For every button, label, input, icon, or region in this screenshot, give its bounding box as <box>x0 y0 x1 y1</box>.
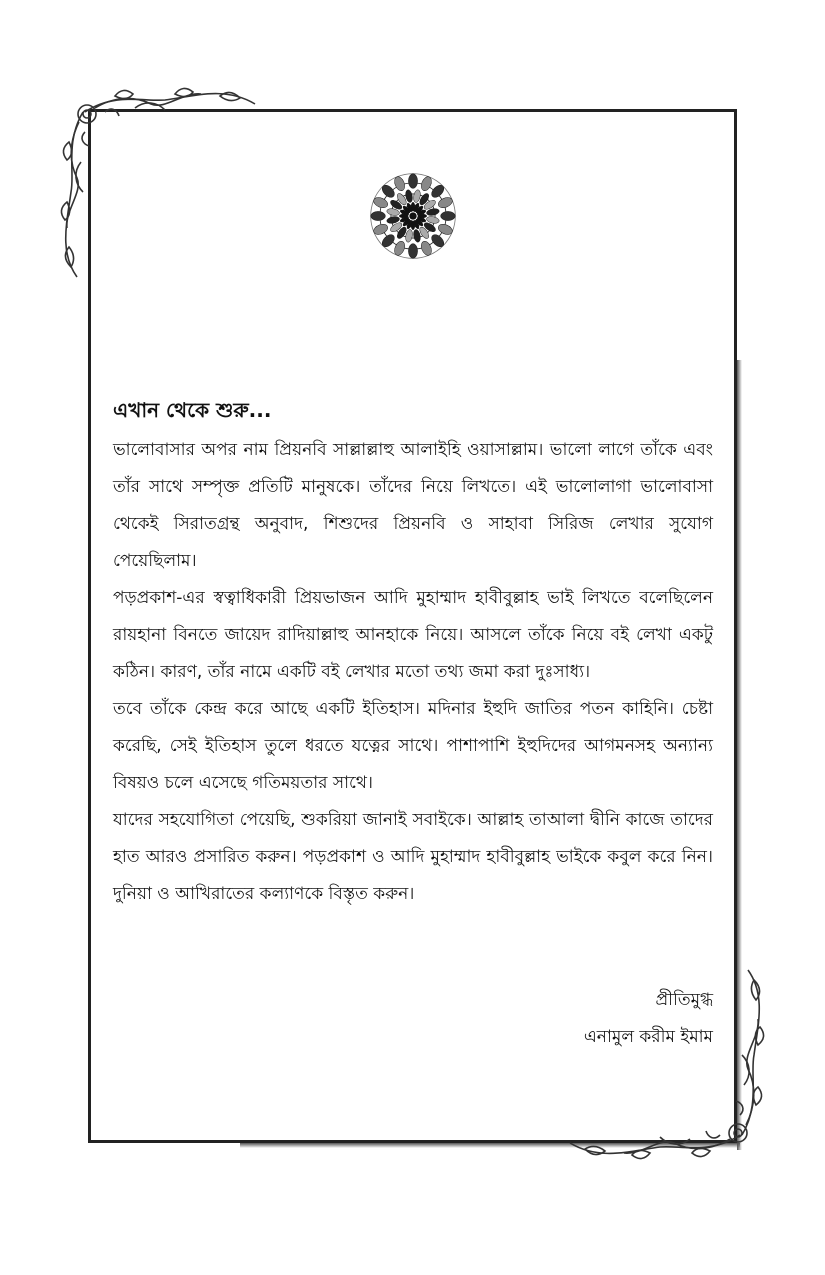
paragraph: যাদের সহযোগিতা পেয়েছি, শুকরিয়া জানাই সবাইকে। আল্লাহ তাআলা দ্বীনি কাজে তাদের হাত আরও প্রসারিত করুন। পড়প্রকাশ ও আদি মুহাম্মাদ হাবীবুল্লাহ ভাইকে কবুল করে নিন। দুনিয়া ও আখিরাতের কল্যাণকে বিস্তৃত করুন। <box>113 810 713 904</box>
corner-ornament-top-left-icon <box>55 82 265 282</box>
page-title: এখান থেকে শুরু... <box>113 398 272 422</box>
paragraph: পড়প্রকাশ-এর স্বত্বাধিকারী প্রিয়ভাজন আদি মুহাম্মাদ হাবীবুল্লাহ ভাই লিখতে বলেছিলেন রায়হানা বিনতে জায়েদ রাদিয়াল্লাহু আনহাকে নিয়ে। আসলে তাঁকে নিয়ে বই লেখা একটু কঠিন। কারণ, তাঁর নামে একটি বই লেখার মতো তথ্য জমা করা দুঃসাধ্য। <box>113 588 713 682</box>
signature-author: এনামুল করীম ইমাম <box>583 1027 713 1047</box>
mandala-ornament-icon <box>367 170 459 262</box>
signature-closing: প্রীতিমুগ্ধ <box>655 990 713 1010</box>
signature-block <box>584 982 713 1056</box>
paragraph: তবে তাঁকে কেন্দ্র করে আছে একটি ইতিহাস। মদিনার ইহুদি জাতির পতন কাহিনি। চেষ্টা করেছি, সেই ইতিহাস তুলে ধরতে যত্নের সাথে। পাশাপাশি ইহুদিদের আগমনসহ অন্যান্য বিষয়ও চলে এসেছে গতিময়তার সাথে। <box>113 699 713 793</box>
preface-content <box>113 394 713 913</box>
paragraph: ভালোবাসার অপর নাম প্রিয়নবি সাল্লাল্লাহু আলাইহি ওয়াসাল্লাম। ভালো লাগে তাঁকে এবং তাঁর সাথে সম্পৃক্ত প্রতিটি মানুষকে। তাঁদের নিয়ে লিখতে। এই ভালোলাগা ভালোবাসা থেকেই সিরাতগ্রন্থ অনুবাদ, শিশুদের প্রিয়নবি ও সাহাবা সিরিজ লেখার সুযোগ পেয়েছিলাম। <box>113 440 713 571</box>
